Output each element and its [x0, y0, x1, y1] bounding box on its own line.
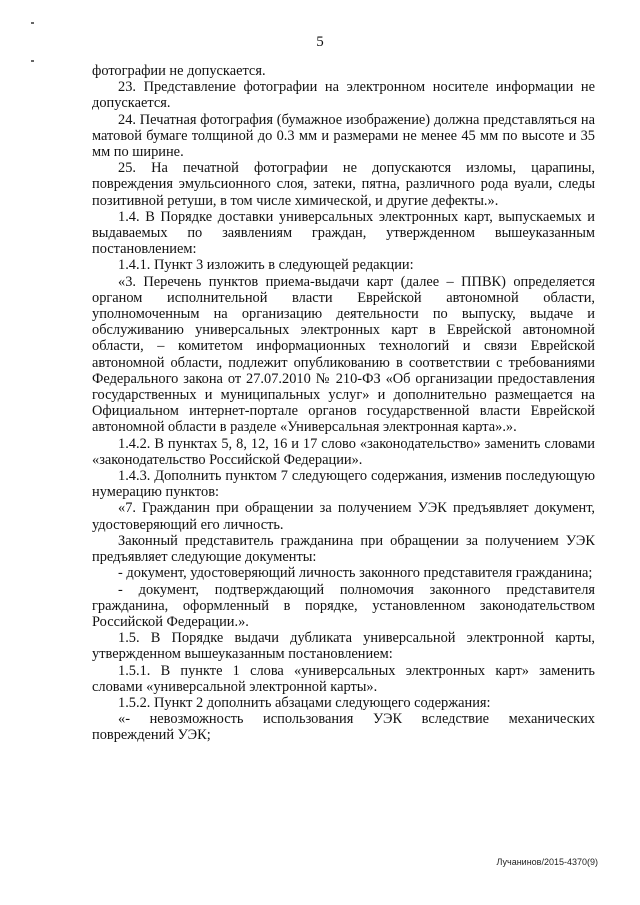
paragraph: 1.4.1. Пункт 3 изложить в следующей редакции:: [118, 257, 414, 274]
paragraph: фотографии не допускается.: [92, 63, 266, 79]
paragraph: 1.5. В Порядке выдачи дубликата универсальной электронной карты, утвержденном вышеуказанным постановлением:: [92, 630, 595, 663]
paragraph: 1.4. В Порядке доставки универсальных электронных карт, выпускаемых и выдаваемых по заявлениям граждан, утвержденном вышеуказанным постановлением:: [92, 208, 595, 258]
paragraph: «- невозможность использования УЭК вследствие механических повреждений УЭК;: [92, 711, 595, 744]
paragraph: 24. Печатная фотография (бумажное изображение) должна представляться на матовой бумаге толщиной до 0.3 мм и размерами не менее 45 мм по высоте и 35 мм по ширине.: [92, 111, 595, 161]
document-body: [92, 63, 595, 744]
paragraph: 1.5.2. Пункт 2 дополнить абзацами следующего содержания:: [118, 694, 491, 711]
paragraph: «7. Гражданин при обращении за получением УЭК предъявляет документ, удостоверяющий его личность.: [92, 500, 595, 533]
paragraph: 1.4.2. В пунктах 5, 8, 12, 16 и 17 слово «законодательство» заменить словами «законодательство Российской Федерации».: [92, 435, 595, 468]
paragraph: 1.4.3. Дополнить пунктом 7 следующего содержания, изменив последующую нумерацию пунктов:: [92, 468, 595, 501]
paragraph: «3. Перечень пунктов приема-выдачи карт (далее – ППВК) определяется органом исполнительной власти Еврейской автономной области, уполномоченным на организацию деятельности по выпуску, выдаче и обслуживанию универсальных электронных карт в Еврейской автономной области, – комитетом информационных технологий и связи Еврейской автономной области, подлежит опубликованию в соответствии с требованиями Федерального закона от 27.07.2010 № 210-ФЗ «Об организации предоставления государственных и муниципальных услуг» и дополнительно размещается на Официальном интернет-портале органов государственной власти Еврейской автономной области в разделе «Универсальная электронная карта».».: [92, 273, 595, 436]
margin-mark: [31, 22, 34, 24]
page-number: 5: [316, 34, 324, 50]
paragraph: Законный представитель гражданина при обращении за получением УЭК предъявляет следующие документы:: [92, 532, 595, 566]
paragraph: - документ, подтверждающий полномочия законного представителя гражданина, оформленный в порядке, установленном законодательством Российской Федерации.».: [92, 581, 595, 630]
document-footer-code: Лучанинов/2015-4370(9): [496, 857, 598, 867]
paragraph: 23. Представление фотографии на электронном носителе информации не допускается.: [92, 79, 595, 112]
paragraph: - документ, удостоверяющий личность законного представителя гражданина;: [118, 565, 593, 582]
paragraph: 1.5.1. В пункте 1 слова «универсальных электронных карт» заменить словами «универсальной электронной карты».: [92, 662, 595, 695]
paragraph: 25. На печатной фотографии не допускаются изломы, царапины, повреждения эмульсионного слоя, затеки, пятна, различного рода вуали, следы позитивной ретуши, в том числе химической, и другие дефекты.».: [92, 160, 595, 209]
margin-mark: [31, 60, 34, 62]
